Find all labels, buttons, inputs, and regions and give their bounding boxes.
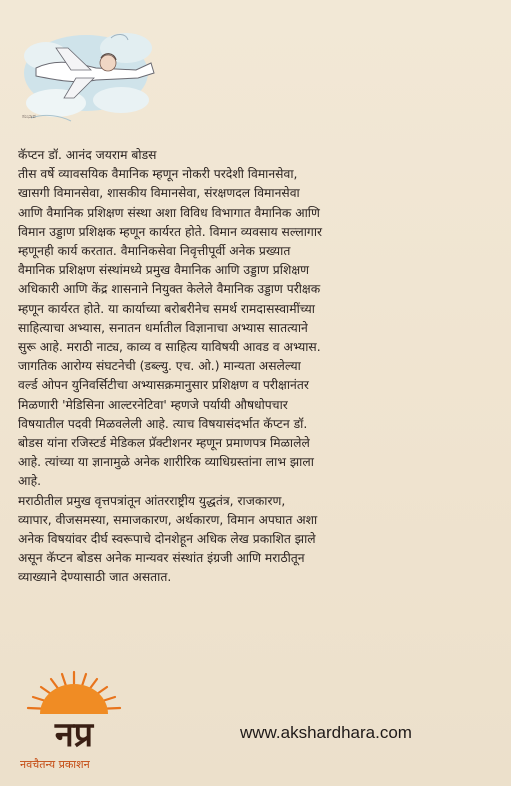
bio-line: वैमानिक प्रशिक्षण संस्थांमध्ये प्रमुख वैमानिक आणि उड्डाण प्रशिक्षण xyxy=(18,263,310,278)
logo-text: नप्र xyxy=(54,715,94,755)
website-link[interactable]: www.akshardhara.com xyxy=(240,723,412,742)
bio-line: आहे. xyxy=(18,474,42,489)
bio-line: सुरू आहे. मराठी नाट्य, काव्य व साहित्य याविषयी आवड व अभ्यास. xyxy=(18,340,321,355)
bio-line: विषयातील पदवी मिळवलेली आहे. त्याच विषयासंदर्भात कॅप्टन डॉ. xyxy=(18,416,308,431)
bio-line: मिळणारी 'मेडिसिना आल्टरनेटिवा' म्हणजे पर्यायी औषधोपचार xyxy=(18,397,288,412)
bio-line: विमान उड्डाण प्रशिक्षक म्हणून कार्यरत होते. विमान व्यवसाय सल्लागार xyxy=(18,224,323,239)
bio-paragraph-1 xyxy=(18,165,498,491)
bio-line: जागतिक आरोग्य संघटनेची (डब्ल्यु. एच. ओ.) मान्यता असलेल्या xyxy=(18,359,301,374)
bio-line: बोडस यांना रजिस्टर्ड मेडिकल प्रॅक्टीशनर म्हणून प्रमाणपत्र मिळालेले xyxy=(18,436,310,451)
bio-line: अधिकारी आणि केंद्र शासनाने नियुक्त केलेले वैमानिक उड्डाण परीक्षक xyxy=(18,282,321,297)
bio-line: मराठीतील प्रमुख वृत्तपत्रांतून आंतरराष्ट्रीय युद्धतंत्र, राजकारण, xyxy=(18,493,286,508)
author-bio xyxy=(18,146,498,588)
bio-line: व्यापार, वीजसमस्या, समाजकारण, अर्थकारण, विमान अपघात अशा xyxy=(18,512,318,527)
bio-line: असून कॅप्टन बोडस अनेक मान्यवर संस्थांत इंग्रजी आणि मराठीतून xyxy=(18,551,305,566)
bio-line: म्हणूनही कार्य करतात. वैमानिकसेवा निवृत्तीपूर्वी अनेक प्रख्यात xyxy=(18,244,291,259)
bio-line: म्हणून कार्यरत होते. या कार्याच्या बरोबरीनेच समर्थ रामदासस्वामींच्या xyxy=(18,301,315,316)
bio-paragraph-2 xyxy=(18,492,498,588)
sketch-caption: ಸಂಭಾವ xyxy=(22,114,36,120)
bio-line: व्याख्याने देण्यासाठी जात असतात. xyxy=(18,570,172,585)
bio-line: आहे. त्यांच्या या ज्ञानामुळे अनेक शारीरिक व्याधिग्रस्तांना लाभ झाला xyxy=(18,455,314,470)
bio-line: साहित्याचा अभ्यास, सनातन धर्मातील विज्ञानाचा अभ्यास सातत्याने xyxy=(18,320,308,335)
bio-line: आणि वैमानिक प्रशिक्षण संस्था अशा विविध विभागात वैमानिक आणि xyxy=(18,205,320,220)
author-title: कॅप्टन डॉ. आनंद जयराम बोडस xyxy=(18,148,157,162)
bio-line: तीस वर्षे व्यावसयिक वैमानिक म्हणून नोकरी परदेशी विमानसेवा, xyxy=(18,167,298,182)
publisher-name: नवचैतन्य प्रकाशन xyxy=(20,758,90,771)
bio-line: अनेक विषयांवर दीर्घ स्वरूपाचे दोनशेहून अधिक लेख प्रकाशित झाले xyxy=(18,532,316,547)
bio-line: खासगी विमानसेवा, शासकीय विमानसेवा, संरक्षणदल विमानसेवा xyxy=(18,186,300,201)
sunrise-logo-icon xyxy=(18,668,130,768)
bio-line: वर्ल्ड ओपन युनिवर्सिटीचा अभ्यासक्रमानुसार प्रशिक्षण व परीक्षानंतर xyxy=(18,378,309,393)
